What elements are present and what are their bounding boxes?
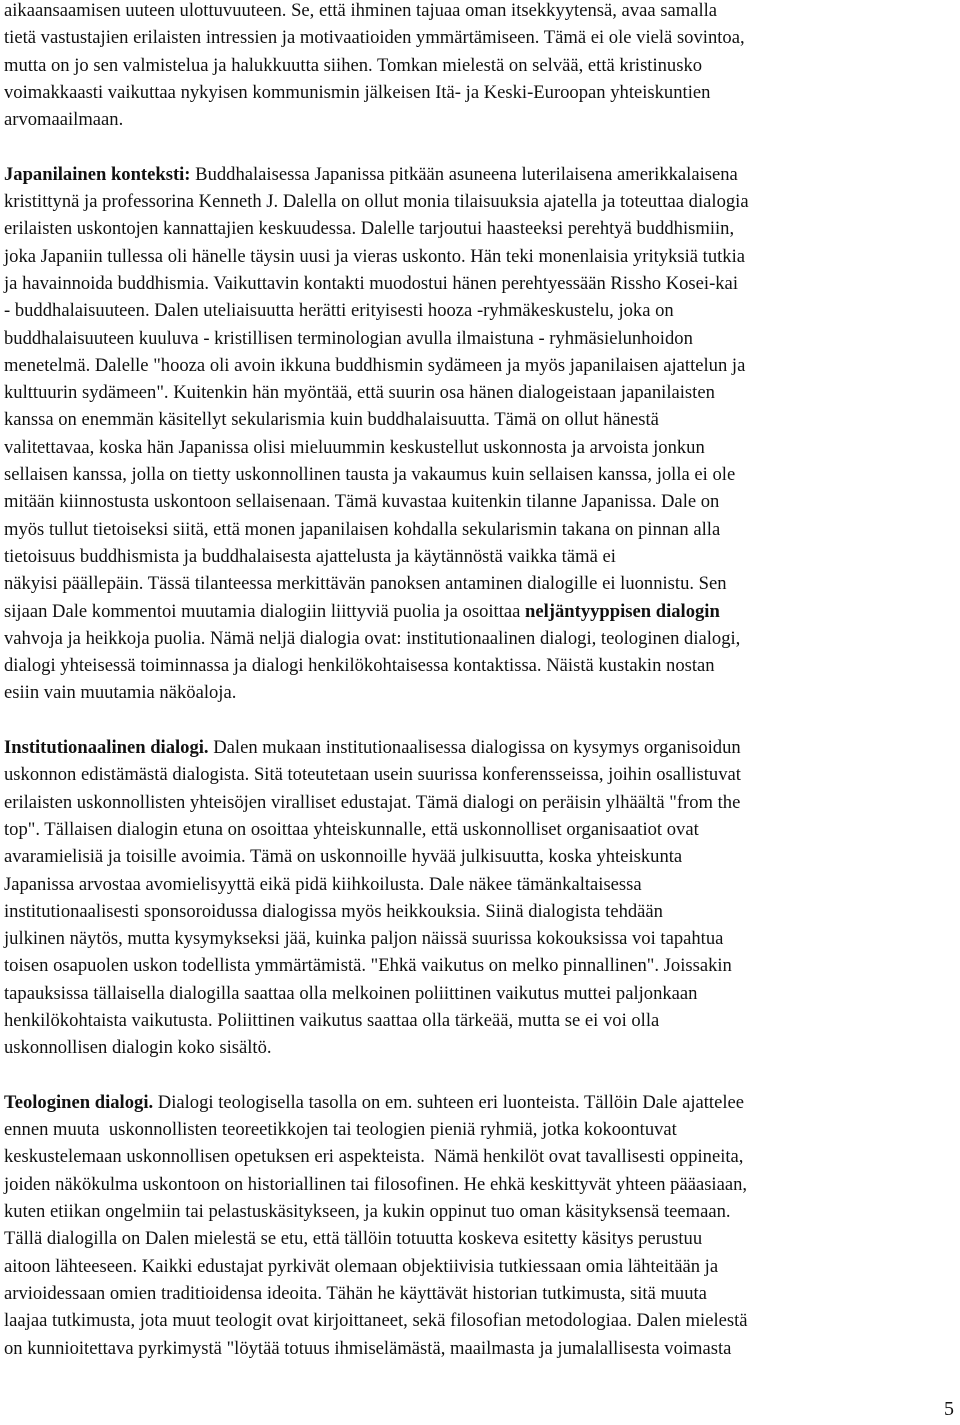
text-line: aitoon lähteeseen. Kaikki edustajat pyrkivät olemaan objektiivisia tutkiessaan omia lähteitään ja bbox=[4, 1255, 719, 1277]
text-line: tapauksissa tällaisella dialogilla saattaa olla melkoinen poliittinen vaikutus muttei paljonkaan bbox=[4, 982, 698, 1004]
paragraph-gap bbox=[4, 1062, 948, 1089]
text-line: uskonnollisen dialogin koko sisältö. bbox=[4, 1037, 272, 1059]
text-line: joiden näkökulma uskontoon on historiallinen tai filosofinen. He ehkä keskittyvät yhteen pääasiaan, bbox=[4, 1173, 748, 1195]
text-line: kuten etiikan ongelmiin tai pelastuskäsitykseen, ja kukin oppinut tuo oman käsityksensä teemaan. bbox=[4, 1201, 731, 1223]
text-line: sellaisen kanssa, jolla on tietty uskonnollinen tausta ja vakaumus kuin sellaisen kanssa, jolla ei ole bbox=[4, 464, 736, 486]
text-line: mitään kiinnostusta uskontoon sellaisenaan. Tämä kuvastaa kuitenkin tilanne Japanissa. Dale on bbox=[4, 491, 720, 513]
text-line: aikaansaamisen uuteen ulottuvuuteen. Se, että ihminen tajuaa oman itsekkyytensä, avaa samalla bbox=[4, 0, 718, 21]
paragraph-gap bbox=[4, 133, 948, 160]
text-line bbox=[4, 734, 948, 761]
text-line: näkyisi päällepäin. Tässä tilanteessa merkittävän panoksen antaminen dialogille ei luonnistu. Sen bbox=[4, 573, 727, 595]
text-line: valitettavaa, koska hän Japanissa olisi mieluummin keskustellut uskonnosta ja arvoista jonkun bbox=[4, 436, 705, 458]
text-line: menetelmä. Dalelle "hooza oli avoin ikkuna buddhismin sydämeen ja myös japanilaisen ajattelun ja bbox=[4, 354, 746, 376]
text-line: voimakkaasti vaikuttaa nykyisen kommunismin jälkeisen Itä- ja Keski-Euroopan yhteiskuntien bbox=[4, 81, 711, 103]
text-line: esiin vain muutamia näköaloja. bbox=[4, 682, 237, 704]
text-line: top". Tällaisen dialogin etuna on osoittaa yhteiskunnalle, että uskonnolliset organisaatiot ovat bbox=[4, 818, 699, 840]
text-line: arvomaailmaan. bbox=[4, 109, 124, 131]
text-line: henkilökohtaista vaikutusta. Poliittinen vaikutus saattaa olla tärkeää, mutta se ei voi olla bbox=[4, 1009, 660, 1031]
text-line: mutta on jo sen valmistelua ja halukkuutta siihen. Tomkan mielestä on selvää, että kristinusko bbox=[4, 54, 703, 76]
text-line: buddhalaisuuteen kuuluva - kristillisen terminologian avulla ilmaistuna - ryhmäsielunhoidon bbox=[4, 327, 693, 349]
text-line: ennen muuta uskonnollisten teoreetikkojen tai teologien pieniä ryhmiä, jotka kokoontuvat bbox=[4, 1119, 677, 1141]
text-line: joka Japaniin tullessa oli hänelle täysin uusi ja vieras uskonto. Hän teki monenlaisia yrityksiä tutkia bbox=[4, 245, 746, 267]
emphasis-four-dialogues: neljäntyyppisen dialogin bbox=[525, 600, 720, 622]
text-line bbox=[4, 1089, 948, 1116]
text-line: dialogi yhteisessä toiminnassa ja dialogi henkilökohtaisessa kontaktissa. Näistä kustakin nostan bbox=[4, 655, 715, 677]
page-number: 5 bbox=[944, 1398, 954, 1420]
japan-context-paragraph bbox=[4, 161, 948, 707]
document-page bbox=[4, 0, 948, 1362]
text-line: laajaa tutkimusta, jota muut teologit ovat kirjoittaneet, sekä filosofian metodologiaa. Dalen mielestä bbox=[4, 1310, 748, 1332]
text-line: uskonnon edistämästä dialogista. Sitä toteutetaan usein suurissa konferensseissa, joihin osallistuvat bbox=[4, 764, 741, 786]
text-segment: Buddhalaisessa Japanissa pitkään asuneena luterilaisena amerikkalaisena bbox=[190, 163, 738, 185]
text-line: tietä vastustajien erilaisten intressien ja motivaatioiden ymmärtämiseen. Tämä ei ole vielä sovintoa, bbox=[4, 27, 745, 49]
paragraph-gap bbox=[4, 707, 948, 734]
text-line: tietoisuus buddhismista ja buddhalaisesta ajattelusta ja käytännöstä vaikka tämä ei bbox=[4, 545, 616, 567]
text-line: keskustelemaan uskonnollisen opetuksen eri aspekteista. Nämä henkilöt ovat tavallisesti oppineita, bbox=[4, 1146, 744, 1168]
text-segment: sijaan Dale kommentoi muutamia dialogiin liittyviä puolia ja osoittaa bbox=[4, 600, 526, 622]
section-heading-theological: Teologinen dialogi. bbox=[4, 1091, 154, 1113]
text-line: on kunnioitettava pyrkimystä "löytää totuus ihmiselämästä, maailmasta ja jumalallisesta voimasta bbox=[4, 1337, 732, 1359]
text-line: kanssa on enemmän käsitellyt sekularismia kuin buddhalaisuutta. Tämä on ollut hänestä bbox=[4, 409, 659, 431]
section-heading-japan: Japanilainen konteksti: bbox=[4, 163, 191, 185]
text-line: toisen osapuolen uskon todellista ymmärtämistä. "Ehkä vaikutus on melko pinnallinen". Joissakin bbox=[4, 955, 732, 977]
text-line bbox=[4, 161, 948, 188]
text-line: kulttuurin sydämeen". Kuitenkin hän myöntää, että suurin osa hänen dialogeistaan japanilaisten bbox=[4, 382, 715, 404]
text-line bbox=[4, 598, 948, 625]
text-line: Japanissa arvostaa avomielisyyttä eikä pidä kiihkoilusta. Dale näkee tämänkaltaisessa bbox=[4, 873, 642, 895]
text-line: arvioidessaan omien traditioidensa ideoita. Tähän he käyttävät historian tutkimusta, sitä muuta bbox=[4, 1282, 707, 1304]
intro-paragraph bbox=[4, 0, 948, 133]
text-line: kristittynä ja professorina Kenneth J. Dalella on ollut monia tilaisuuksia ajatella ja toteuttaa dialogia bbox=[4, 191, 749, 213]
text-segment: Dialogi teologisella tasolla on em. suhteen eri luonteista. Tällöin Dale ajattelee bbox=[153, 1091, 745, 1113]
text-line: Tällä dialogilla on Dalen mielestä se etu, että tällöin totuutta koskeva esitetty käsitys perustuu bbox=[4, 1228, 703, 1250]
text-line: avaramielisiä ja toisille avoimia. Tämä on uskonnoille hyvää julkisuutta, koska yhteiskunta bbox=[4, 846, 683, 868]
text-line: - buddhalaisuuteen. Dalen uteliaisuutta herätti erityisesti hooza -ryhmäkeskustelu, joka on bbox=[4, 300, 674, 322]
text-line: institutionaalisesti sponsoroidussa dialogissa myös heikkouksia. Siinä dialogista tehdään bbox=[4, 900, 663, 922]
text-line: erilaisten uskonnollisten yhteisöjen viralliset edustajat. Tämä dialogi on peräisin ylhäältä "from the bbox=[4, 791, 741, 813]
text-line: erilaisten uskontojen kannattajien keskuudessa. Dalelle tarjoutui haasteeksi perehtyä buddhismiin, bbox=[4, 218, 735, 240]
theological-dialogue-paragraph bbox=[4, 1089, 948, 1362]
text-line: julkinen näytös, mutta kysymykseksi jää, kuinka paljon näissä suurissa kokouksissa voi tapahtua bbox=[4, 928, 724, 950]
text-line: vahvoja ja heikkoja puolia. Nämä neljä dialogia ovat: institutionaalinen dialogi, teologinen dialogi, bbox=[4, 627, 741, 649]
section-heading-institutional: Institutionaalinen dialogi. bbox=[4, 737, 209, 759]
text-line: myös tullut tietoiseksi siitä, että monen japanilaisen kohdalla sekularismin takana on pinnan alla bbox=[4, 518, 721, 540]
institutional-dialogue-paragraph bbox=[4, 734, 948, 1062]
text-line: ja havainnoida buddhismia. Vaikuttavin kontakti muodostui hänen perehtyessään Rissho Kosei-kai bbox=[4, 272, 738, 294]
text-segment: Dalen mukaan institutionaalisessa dialogissa on kysymys organisoidun bbox=[208, 737, 741, 759]
